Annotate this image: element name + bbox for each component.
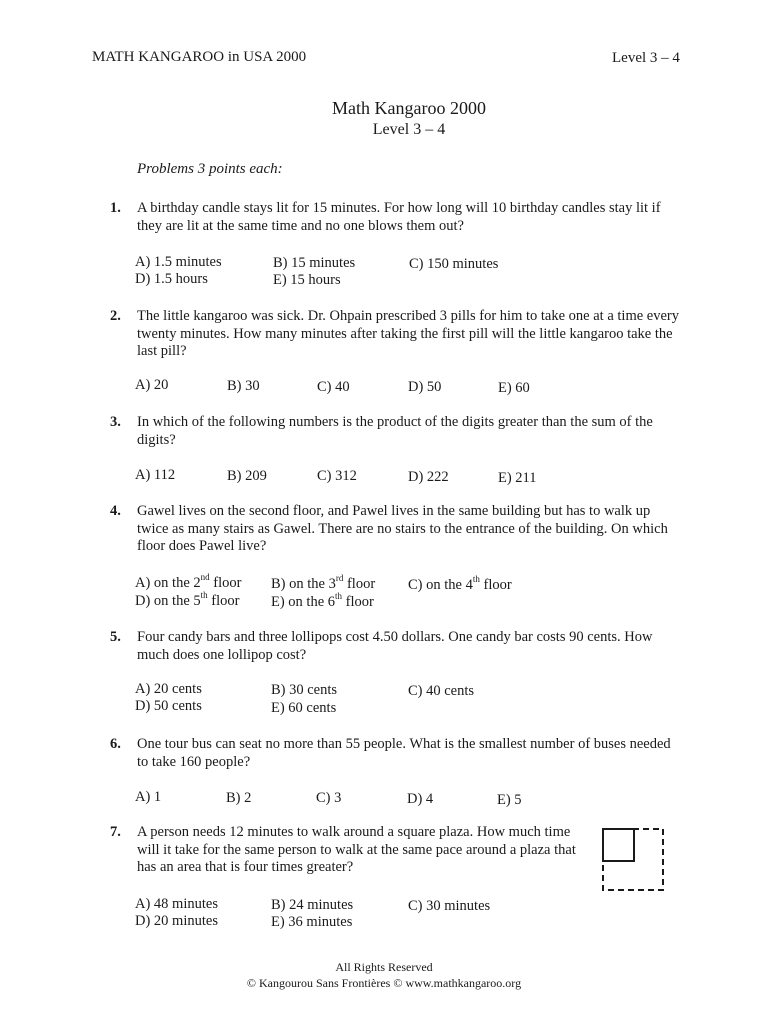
- header-right: Level 3 – 4: [612, 50, 680, 66]
- answer-c: C) on the 4th floor: [408, 574, 512, 593]
- answer-e: E) 36 minutes: [271, 914, 353, 930]
- page-subtitle: Level 3 – 4: [372, 121, 446, 138]
- answer-c: C) 40 cents: [408, 683, 475, 699]
- answer-c: C) 312: [317, 468, 357, 484]
- small-square: [603, 829, 634, 861]
- answer-d: D) on the 5th floor: [135, 590, 240, 609]
- answer-b: B) 2: [226, 790, 252, 806]
- answer-a: A) 1: [135, 789, 162, 805]
- answer-b: B) 24 minutes: [271, 897, 354, 913]
- answer-b: B) 15 minutes: [273, 255, 356, 271]
- answer-e: E) on the 6th floor: [271, 591, 374, 610]
- problem-text: Four candy bars and three lollipops cost 4.50 dollars. One candy bar costs 90 cents. How much does one lollipop cost?: [137, 629, 653, 663]
- answer-d: D) 50 cents: [135, 698, 202, 714]
- answer-d: D) 1.5 hours: [135, 271, 208, 287]
- answer-a: A) on the 2nd floor: [135, 572, 242, 591]
- problem-number: 3.: [110, 414, 121, 430]
- answer-a: A) 48 minutes: [135, 896, 218, 912]
- header-left: MATH KANGAROO in USA 2000: [92, 49, 307, 65]
- problem-number: 6.: [110, 736, 121, 752]
- footer-copyright: © Kangourou Sans Frontières © www.mathkangaroo.org: [246, 976, 522, 990]
- answer-b: B) 209: [227, 468, 267, 484]
- problem-number: 7.: [110, 824, 121, 840]
- answer-d: D) 222: [408, 469, 449, 485]
- answer-d: D) 4: [407, 791, 434, 807]
- answer-e: E) 5: [497, 792, 522, 808]
- answer-d: D) 50: [408, 379, 442, 395]
- problem-text: One tour bus can seat no more than 55 people. What is the smallest number of buses needed to take 160 people?: [137, 736, 671, 770]
- footer-rights: All Rights Reserved: [335, 960, 433, 974]
- answer-c: C) 40: [317, 379, 350, 395]
- answer-e: E) 15 hours: [273, 272, 341, 288]
- answer-a: A) 1.5 minutes: [135, 254, 222, 270]
- page-title: Math Kangaroo 2000: [332, 98, 486, 118]
- problem-number: 1.: [110, 200, 121, 216]
- problem-text: A birthday candle stays lit for 15 minutes. For how long will 10 birthday candles stay lit if they are lit at the same time and no one blows them out?: [137, 200, 661, 234]
- problem-text: Gawel lives on the second floor, and Pawel lives in the same building but has to walk up twice as many stairs as Gawel. There are no stairs to the entrance of the building. On which floor does Pawel live?: [137, 503, 668, 554]
- problem-number: 4.: [110, 503, 121, 519]
- answer-d: D) 20 minutes: [135, 913, 218, 929]
- answer-c: C) 3: [316, 790, 342, 806]
- answer-e: E) 211: [498, 470, 537, 486]
- problem-number: 5.: [110, 629, 121, 645]
- problem-text: In which of the following numbers is the product of the digits greater than the sum of the digits?: [137, 414, 653, 448]
- problem-number: 2.: [110, 308, 121, 324]
- answer-b: B) 30 cents: [271, 682, 338, 698]
- section-label: Problems 3 points each:: [137, 161, 283, 177]
- answer-b: B) 30: [227, 378, 260, 394]
- answer-a: A) 112: [135, 467, 176, 483]
- answer-a: A) 20: [135, 377, 169, 393]
- answer-c: C) 150 minutes: [409, 256, 499, 272]
- answer-b: B) on the 3rd floor: [271, 573, 376, 592]
- problem-text: The little kangaroo was sick. Dr. Ohpain prescribed 3 pills for him to take one at a time every twenty minutes. How many minutes after taking the first pill will the little kangaroo take the last pill?: [137, 308, 679, 359]
- answer-e: E) 60: [498, 380, 530, 396]
- answer-a: A) 20 cents: [135, 681, 202, 697]
- square-plaza-figure: [601, 827, 665, 892]
- problem-text: A person needs 12 minutes to walk around a square plaza. How much time will it take for the same person to walk at the same pace around a plaza that has an area that is four times greater?: [137, 824, 576, 875]
- answer-e: E) 60 cents: [271, 700, 337, 716]
- answer-c: C) 30 minutes: [408, 898, 491, 914]
